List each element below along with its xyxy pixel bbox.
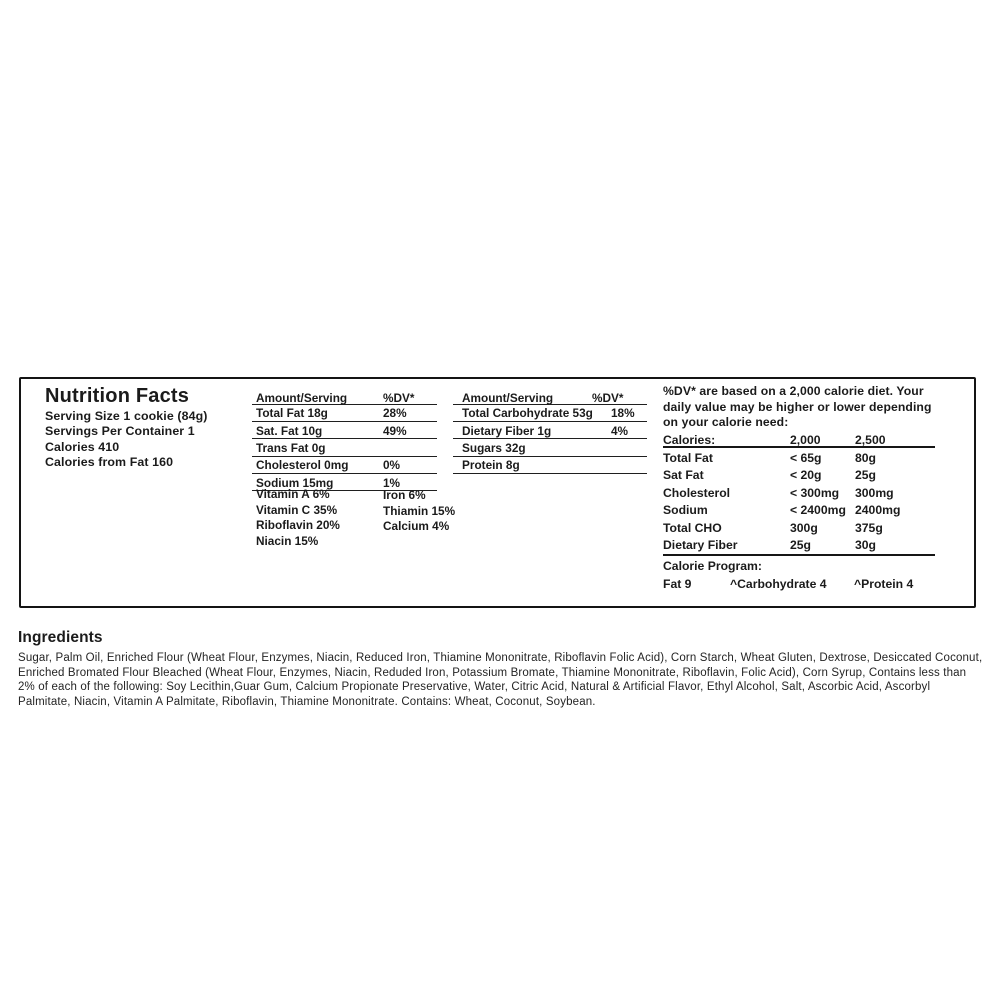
calorie-program-label: Calorie Program: — [663, 559, 762, 573]
table-row — [252, 422, 437, 439]
dv-row-label: Cholesterol — [663, 485, 731, 500]
nutrient-label: Dietary Fiber 1g — [462, 423, 552, 438]
dv-value-2000: < 300mg — [790, 485, 840, 500]
header-percent-dv: %DV* — [383, 391, 415, 405]
dv-value-2000: < 2400mg — [790, 503, 846, 518]
nutrient-dv: 0% — [383, 458, 401, 473]
calories: Calories 410 — [45, 439, 120, 454]
dv-value-2000: 300g — [790, 520, 818, 535]
header-percent-dv: %DV* — [592, 391, 624, 405]
vitamin-item: Niacin 15% — [256, 533, 319, 548]
dv-row-label: Dietary Fiber — [663, 538, 738, 553]
header-amount-serving: Amount/Serving — [462, 391, 554, 405]
table-row — [663, 519, 935, 537]
nutrient-label: Sodium 15mg — [256, 475, 334, 490]
vitamin-item: Thiamin 15% — [383, 503, 456, 518]
dv-row-label: Total CHO — [663, 520, 722, 535]
vitamin-item: Calcium 4% — [383, 519, 450, 534]
vitamin-item: Riboflavin 20% — [256, 518, 340, 533]
dv-value-2000: 25g — [790, 538, 812, 553]
dv-value-2500: 30g — [855, 538, 877, 553]
nutrient-dv: 18% — [611, 406, 635, 421]
serving-size: Serving Size 1 cookie (84g) — [45, 409, 208, 423]
calories-2500-header: 2,500 — [855, 433, 886, 447]
nutrient-label: Protein 8g — [462, 458, 520, 473]
dv-value-2000: < 65g — [790, 450, 822, 465]
nutrient-label: Cholesterol 0mg — [256, 458, 349, 473]
nutrients-table-left — [252, 391, 437, 491]
product-summary — [45, 386, 255, 471]
table-row — [453, 439, 647, 456]
table-row — [252, 405, 437, 422]
dv-row-label: Sodium — [663, 503, 708, 518]
nutrient-label: Sat. Fat 10g — [256, 423, 323, 438]
nutrient-label: Total Fat 18g — [256, 406, 328, 421]
dv-value-2500: 25g — [855, 468, 877, 483]
dv-value-2000: < 20g — [790, 468, 822, 483]
daily-value-rows — [663, 449, 935, 557]
nutrient-label: Sugars 32g — [462, 441, 526, 456]
calorie-program-protein: ^Protein 4 — [854, 577, 914, 591]
calorie-program-row — [663, 577, 935, 591]
calories-2000-header: 2,000 — [790, 433, 821, 447]
table-row — [252, 457, 437, 474]
calories-from-fat: Calories from Fat 160 — [45, 455, 174, 470]
table-header — [252, 391, 437, 405]
table-row — [453, 457, 647, 474]
dv-row-label: Total Fat — [663, 450, 713, 465]
vitamins-left-column — [256, 487, 340, 549]
calorie-program-fat: Fat 9 — [663, 577, 692, 591]
dv-value-2500: 2400mg — [855, 503, 901, 518]
nutrient-label: Trans Fat 0g — [256, 441, 326, 456]
nutrients-table-middle — [453, 391, 647, 474]
nutrition-facts-title: Nutrition Facts — [45, 385, 190, 407]
calories-header-label: Calories: — [663, 433, 716, 447]
dv-value-2500: 80g — [855, 450, 877, 465]
table-row — [663, 466, 935, 484]
calorie-program-carbohydrate: ^Carbohydrate 4 — [730, 577, 827, 591]
dv-row-label: Sat Fat — [663, 468, 704, 483]
table-row — [453, 405, 647, 422]
table-row — [663, 449, 935, 467]
table-row — [663, 536, 935, 554]
vitamin-item: Vitamin C 35% — [256, 502, 338, 517]
table-row — [252, 439, 437, 456]
table-row — [453, 422, 647, 439]
vitamin-item: Vitamin A 6% — [256, 487, 330, 501]
daily-value-note: %DV* are based on a 2,000 calorie diet. Your daily value may be higher or lower depending on your calorie need: — [663, 384, 932, 430]
nutrient-dv: 1% — [383, 475, 401, 490]
nutrient-dv: 49% — [383, 423, 407, 438]
ingredients-title: Ingredients — [18, 629, 103, 646]
header-amount-serving: Amount/Serving — [256, 391, 348, 405]
daily-value-reference — [663, 384, 935, 591]
ingredients-text: Sugar, Palm Oil, Enriched Flour (Wheat Flour, Enzymes, Niacin, Reduced Iron, Thiamine Mononitrate, Riboflavin Folic Acid), Corn Starch, Wheat Gluten, Dextrose, Desiccated Coconut, Enriched Bromated Flour Bleached (Wheat Flour, Enzymes, Niacin, Reduded Iron, Potassium Bromate, Thiamine Mononitrate, Riboflavin, Folic Acid), Corn Syrup, Contains less than 2% of each of the following: Soy Lecithin,Guar Gum, Calcium Propionate Preservative, Water, Citric Acid, Natural & Artificial Flavor, Ethyl Alcohol, Salt, Ascorbic Acid, Ascorbyl Palmitate, Niacin, Vitamin A Palmitate, Riboflavin, Thiamine Mononitrate. Contains: Wheat, Coconut, Soybean. — [18, 652, 983, 709]
dv-value-2500: 300mg — [855, 485, 894, 500]
nutrient-label: Total Carbohydrate 53g — [462, 406, 593, 421]
vitamins-right-column — [383, 488, 455, 535]
nutrient-dv: 28% — [383, 406, 407, 421]
table-header — [453, 391, 647, 405]
dv-value-2500: 375g — [855, 520, 883, 535]
servings-per-container: Servings Per Container 1 — [45, 424, 195, 439]
nutrient-dv: 4% — [611, 423, 629, 438]
vitamin-item: Iron 6% — [383, 488, 426, 502]
table-row — [663, 484, 935, 502]
table-row — [663, 501, 935, 519]
calories-header-row — [663, 433, 935, 448]
